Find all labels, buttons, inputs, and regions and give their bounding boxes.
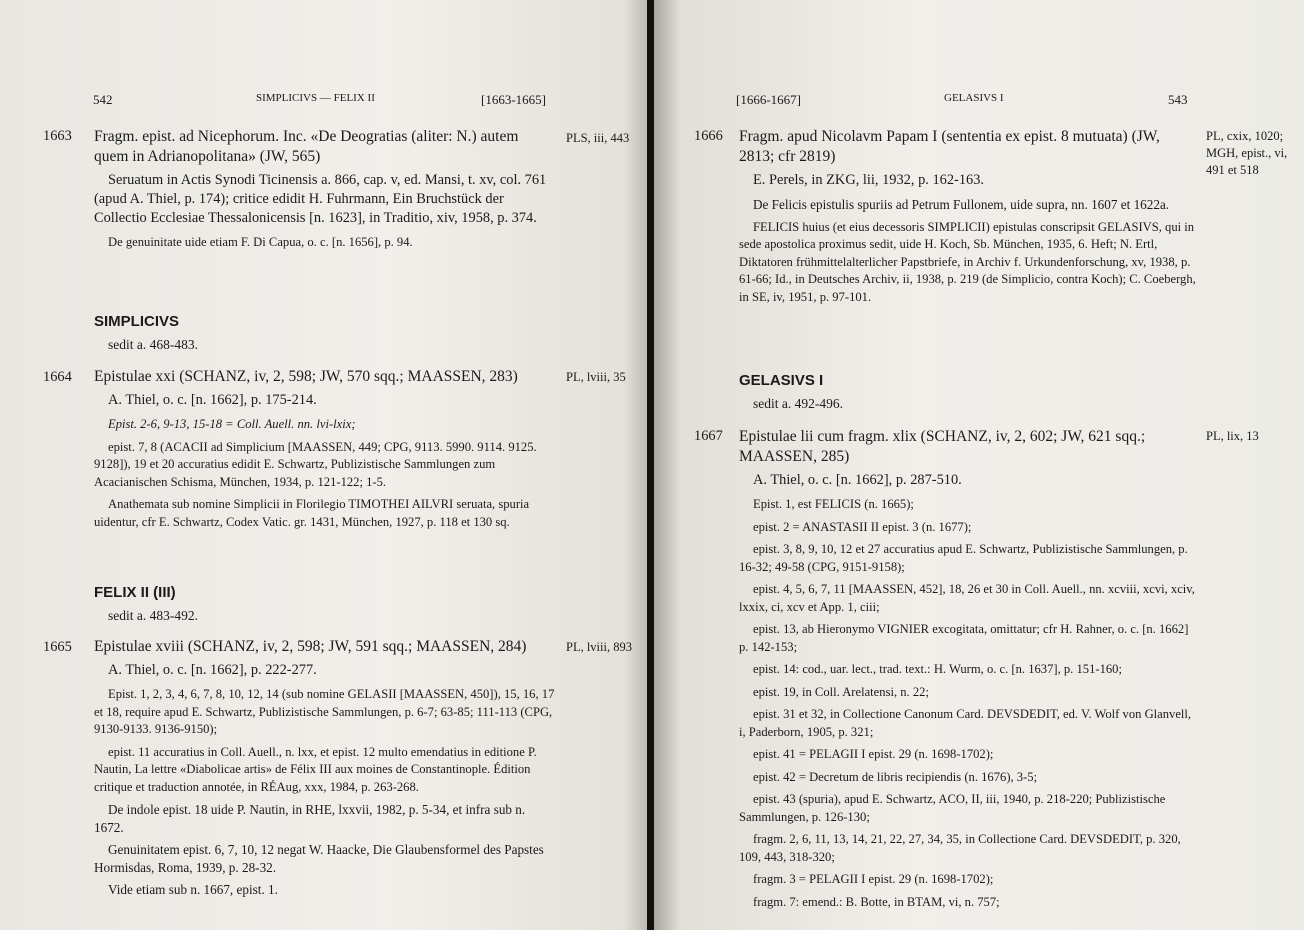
margin-note-1667: PL, lix, 13 bbox=[1206, 429, 1259, 443]
entry-text-1663-1: Seruatum in Actis Synodi Ticinensis a. 866, cap. v, ed. Mansi, t. xv, col. 761 (apud A. Thiel, p. 174); critice edidit H. Fuhrmann, Ein Bruchstück der Collectio Ecclesiae Thessalonicensis [n. 1623], in Traditio, xiv, 1958, p. 374. bbox=[94, 172, 547, 226]
section-title-gelasius: GELASIVS I bbox=[739, 372, 824, 389]
left-running-head bbox=[93, 92, 558, 108]
margin-note-1664: PL, lviii, 35 bbox=[566, 370, 626, 384]
entry-text-1665-6: Vide etiam sub n. 1667, epist. 1. bbox=[108, 882, 278, 897]
entry-line-1667-1: Epist. 1, est FELICIS (n. 1665); bbox=[753, 497, 914, 511]
entry-number-1664: 1664 bbox=[43, 369, 72, 385]
left-page-number: 542 bbox=[93, 92, 113, 107]
entry-line-1667-5: epist. 13, ab Hieronymo VIGNIER excogitata, omittatur; cfr H. Rahner, o. c. [n. 1662] p. 142-153; bbox=[739, 622, 1189, 654]
entry-head-1667: Epistulae lii cum fragm. xlix (SCHANZ, iv, 2, 602; JW, 621 sqq.; MAASSEN, 285) bbox=[739, 428, 1146, 465]
entry-head-1664: Epistulae xxi (SCHANZ, iv, 2, 598; JW, 570 sqq.; MAASSEN, 283) bbox=[94, 368, 518, 385]
entry-line-1667-13: fragm. 3 = PELAGII I epist. 29 (n. 1698-1702); bbox=[753, 872, 994, 886]
entry-line-1667-3: epist. 3, 8, 9, 10, 12 et 27 accuratius apud E. Schwartz, Publizistische Sammlungen, p. 16-32; 49-58 (CPG, 9151-9158); bbox=[739, 542, 1188, 574]
entry-1667 bbox=[739, 427, 1197, 916]
left-running-title: SIMPLICIVS — FELIX II bbox=[256, 92, 375, 104]
entry-line-1667-10: epist. 42 = Decretum de libris recipiendis (n. 1676), 3-5; bbox=[753, 769, 1038, 784]
entry-line-1667-8: epist. 31 et 32, in Collectione Canonum Card. DEVSDEDIT, ed. V. Wolf von Glanvell, i, Paderborn, 1905, p. 321; bbox=[739, 707, 1192, 739]
entry-1666 bbox=[739, 127, 1197, 311]
entry-text-1665-1: A. Thiel, o. c. [n. 1662], p. 222-277. bbox=[108, 662, 317, 678]
entry-line-1667-2: epist. 2 = ANASTASII II epist. 3 (n. 1677); bbox=[753, 519, 972, 534]
entry-head-1666: Fragm. apud Nicolavm Papam I (sententia ex epist. 8 mutuata) (JW, 2813; cfr 2819) bbox=[739, 128, 1160, 165]
right-page bbox=[654, 0, 1304, 930]
entry-line-1667-14: fragm. 7: emend.: B. Botte, in BTAM, vi, n. 757; bbox=[753, 894, 1000, 909]
left-page bbox=[0, 0, 650, 930]
entry-head-1665: Epistulae xviii (SCHANZ, iv, 2, 598; JW, 591 sqq.; MAASSEN, 284) bbox=[94, 638, 527, 655]
right-running-title: GELASIVS I bbox=[944, 92, 1004, 104]
margin-note-1663: PLS, iii, 443 bbox=[566, 131, 630, 145]
right-page-number: 543 bbox=[1168, 92, 1188, 107]
entry-text-1666-3: FELICIS huius (et eius decessoris SIMPLICII) epistulas conscripsit GELASIVS, qui in sede apostolica proximus sedit, uide H. Koch, Sb. München, 1935, 6. Heft; N. Ertl, Diktatoren frühmittelalterlicher Papstbriefe, in Archiv f. Urkundenforschung, xv, 1938, p. 61-66; Id., in Deutsches Archiv, ii, 1938, p. 219 (de Simplicio, contra Koch); C. Coebergh, in SE, iv, 1951, p. 97-101. bbox=[739, 219, 1196, 304]
entry-text-1664-3: epist. 7, 8 (ACACII ad Simplicium [MAASSEN, 449; CPG, 9113. 5990. 9114. 9125. 9128]), 19 et 20 accuratius edidit E. Schwartz, Publizistische Sammlungen zum Acacianischen Schisma, München, 1934, p. 121-122; 1-5. bbox=[94, 439, 537, 489]
entry-line-1667-6: epist. 14: cod., uar. lect., trad. text.: H. Wurm, o. c. [n. 1637], p. 151-160; bbox=[753, 662, 1122, 676]
entry-text-1667-1: A. Thiel, o. c. [n. 1662], p. 287-510. bbox=[753, 472, 962, 488]
entry-number-1666: 1666 bbox=[694, 128, 723, 144]
entry-text-1663-2: De genuinitate uide etiam F. Di Capua, o. c. [n. 1656], p. 94. bbox=[108, 235, 413, 249]
entry-line-1667-7: epist. 19, in Coll. Arelatensi, n. 22; bbox=[753, 684, 929, 699]
entry-text-1666-1: E. Perels, in ZKG, lii, 1932, p. 162-163. bbox=[753, 172, 985, 188]
entry-text-1665-2: Epist. 1, 2, 3, 4, 6, 7, 8, 10, 12, 14 (sub nomine GELASII [MAASSEN, 450]), 15, 16, 17 et 18, require apud E. Schwartz, Publizistische Sammlungen, p. 6-7; 63-85; 111-113 (CPG, 9130-9133. 9136-9150); bbox=[94, 687, 555, 736]
entry-text-1664-4: Anathemata sub nomine Simplicii in Florilegio TIMOTHEI AILVRI seruata, spuria uidentur, cfr E. Schwartz, Codex Vatic. gr. 1431, München, 1927, p. 118 et 130 sq. bbox=[94, 497, 530, 529]
entry-line-1667-4: epist. 4, 5, 6, 7, 11 [MAASSEN, 452], 18, 26 et 30 in Coll. Auell., nn. xcviii, xcvi, xciv, lxxix, ci, xcv et App. 1, ciii; bbox=[739, 582, 1195, 614]
sedit-felix: sedit a. 483-492. bbox=[108, 608, 198, 623]
left-date-range: [1663-1665] bbox=[481, 92, 546, 107]
entry-head-1663: Fragm. epist. ad Nicephorum. Inc. «De Deogratias (aliter: N.) autem quem in Adrianopolitana» (JW, 565) bbox=[94, 128, 519, 165]
section-title-simplicius: SIMPLICIVS bbox=[94, 313, 180, 330]
entry-number-1663: 1663 bbox=[43, 128, 72, 144]
right-date-range: [1666-1667] bbox=[736, 92, 801, 107]
entry-1665 bbox=[94, 637, 556, 904]
entry-text-1665-3: epist. 11 accuratius in Coll. Auell., n. lxx, et epist. 12 multo emendatius in editione P. Nautin, La lettre «Diabolicae artis» de Félix III aux moines de Constantinople. Édition critique et traduction annotée, in RÉAug, xxx, 1984, p. 263-268. bbox=[94, 744, 537, 794]
sedit-gelasius: sedit a. 492-496. bbox=[753, 396, 843, 411]
entry-text-1665-5: Genuinitatem epist. 6, 7, 10, 12 negat W. Haacke, Die Glaubensformel des Papstes Hormisdas, Roma, 1939, p. 28-32. bbox=[94, 842, 544, 875]
margin-note-1665: PL, lviii, 893 bbox=[566, 640, 632, 654]
entry-text-1664-1: A. Thiel, o. c. [n. 1662], p. 175-214. bbox=[108, 392, 317, 408]
entry-1664 bbox=[94, 367, 556, 536]
margin-note-1666: PL, cxix, 1020; MGH, epist., vi, 491 et 518 bbox=[1206, 129, 1288, 177]
entry-line-1667-11: epist. 43 (spuria), apud E. Schwartz, ACO, II, iii, 1940, p. 218-220; Publizistische Sammlungen, p. 126-130; bbox=[739, 792, 1166, 824]
right-running-head bbox=[736, 92, 1198, 108]
entry-text-1664-2: Epist. 2-6, 9-13, 15-18 = Coll. Auell. nn. lvi-lxix; bbox=[108, 417, 356, 431]
section-title-felix: FELIX II (III) bbox=[94, 584, 176, 601]
entry-text-1665-4: De indole epist. 18 uide P. Nautin, in RHE, lxxvii, 1982, p. 5-34, et infra sub n. 1672. bbox=[94, 802, 526, 835]
sedit-simplicius: sedit a. 468-483. bbox=[108, 337, 198, 352]
entry-number-1667: 1667 bbox=[694, 428, 723, 444]
entry-line-1667-9: epist. 41 = PELAGII I epist. 29 (n. 1698-1702); bbox=[753, 747, 994, 761]
entry-text-1666-2: De Felicis epistulis spuriis ad Petrum Fullonem, uide supra, nn. 1607 et 1622a. bbox=[753, 197, 1170, 212]
entry-1663 bbox=[94, 127, 556, 257]
entry-line-1667-12: fragm. 2, 6, 11, 13, 14, 21, 22, 27, 34, 35, in Collectione Card. DEVSDEDIT, p. 320, 109, 443, 318-320; bbox=[739, 832, 1181, 864]
entry-number-1665: 1665 bbox=[43, 639, 72, 655]
